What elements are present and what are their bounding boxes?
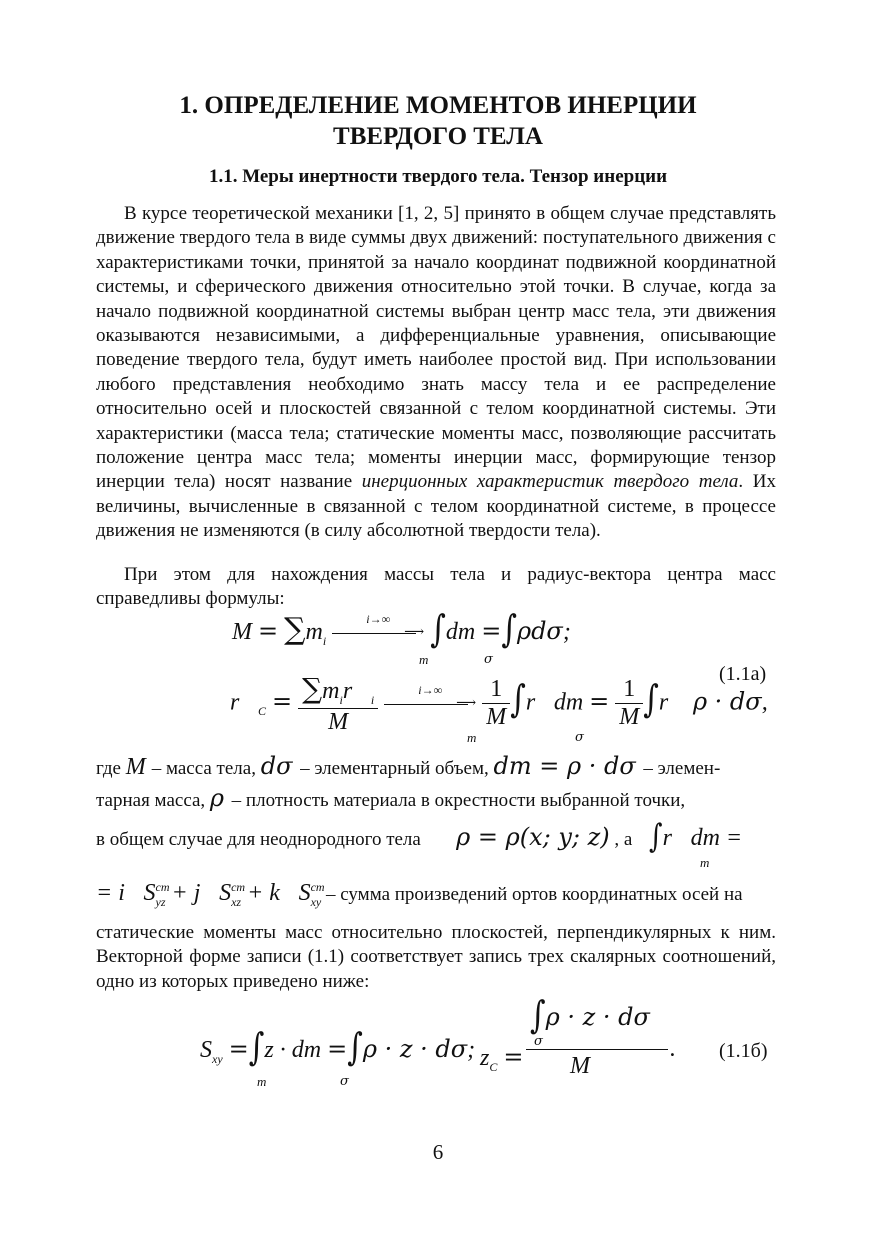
paragraph-1-tail: . Их величины, вычисленные в связанной с телом координатной системе, в процессе движения не изменяются (в силу абсолютной твердости тела). <box>96 471 776 542</box>
document-page: 1. ОПРЕДЕЛЕНИЕ МОМЕНТОВ ИНЕРЦИИ ТВЕРДОГО ТЕЛА 1.1. Меры инертности твердого тела. Тензор инерции В курсе теоретической механики [1, 2, 5] принято в общем случае представлять движение твердого тела в виде суммы двух движений: поступательного движения с характеристиками точки, принятой за начало координат подвижной координатной системы, и сферического движения относительно этой точки. В случае, когда за начало подвижной координатной системы выбран центр масс тела, эти движения оказываются независимыми, а дифференциальные уравнения, описывающие поведение твердого тела, будут иметь наиболее простой вид. При использовании любого представления необходимо знать массу тела и ее распределение относительно осей и плоскостей связанной с телом координатной системы. Эти характеристики (масса тела; статические моменты масс, позволяющие рассчитать положение центра масс тела; моменты инерции масс, формирующие тензор инерции тела) носят название инерционных характеристик твердого тела. Их величины, вычисленные в связанной с телом координатной системе, в процессе движения не изменяются (в силу абсолютной твердости тела). При этом для нахождения массы тела и радиус-вектора центра масс справедливы формулы: $M = \sum m_i$ i→∞ ⟶ ∫dm =∫ρdσ; m σ (1.1а) $r⃗_C$ = $\frac{\sum m_ir⃗_i}{M}$ i→∞ ⟶ $\frac{1}{M}$ ∫r⃗dm = $\frac{1}{M}$ ∫r⃗ ρ · dσ, m σ где M – масса тела, dσ – элементарный объем, dm = ρ · dσ – элемен- тарная масса, ρ – плотность материала в окрестности выбранной точки, в общем случае для неоднородного тела ρ = ρ(x; y; z) , а ∫r⃗dm = m = $i⃗S^{ст}_{yz}$ + $j⃗S^{ст}_{xz}$ + $k⃗S^{ст}_{xy}$ – сумма произведений ортов координатных осей на статические моменты масс относительно плоскостей, перпендикулярных к ним. Векторной форме записи (1.1) соответствует запись трех скалярных соотношений, одно из которых приведено ниже: $S_{xy} =\int z$ · dm =∫ρ · z · dσ; m σ $z_C$ = ∫ρ · z · dσ σ . M (1.1б) 6 <box>0 0 876 1240</box>
paragraph-3-text: статические моменты масс относительно плоскостей, перпендикулярных к ним. Векторной форме записи (1.1) соответствует запись трех скалярных соотношений, одно из которых приведено ниже: <box>96 922 776 992</box>
paragraph-1-text: В курсе теоретической механики [1, 2, 5] принято в общем случае представлять движение твердого тела в виде суммы двух движений: поступательного движения с характеристиками точки, принятой за начало координат подвижной координатной системы, и сферического движения относительно этой точки. В случае, когда за начало подвижной координатной системы выбран центр масс тела, эти движения оказываются независимыми, а дифференциальные уравнения, описывающие поведение твердого тела, будут иметь наиболее простой вид. При использовании любого представления необходимо знать массу тела и ее распределение относительно осей и плоскостей связанной с телом координатной системы. Эти характеристики (масса тела; статические моменты масс, позволяющие рассчитать положение центра масс тела; моменты инерции масс, формирующие тензор инерции тела) носят название <box>96 203 776 493</box>
integral-subscript-m-3: m <box>700 855 710 870</box>
def-element: – элемен- <box>643 758 721 779</box>
chapter-title-line-2: ТВЕРДОГО ТЕЛА <box>333 123 543 150</box>
paragraph-1 <box>96 202 776 544</box>
equation-center-of-mass: $r⃗_C$ = $\frac{\sum m_ir⃗_i}{M}$ i→∞ ⟶ $\frac{1}{M}$ ∫r⃗dm = $\frac{1}{M}$ ∫r⃗ ρ · dσ, <box>230 672 768 735</box>
integral-subscript-m-2: m <box>467 730 477 745</box>
def-general-case: в общем случае для неоднородного тела <box>96 829 421 850</box>
equation-number-1-1a: (1.1а) <box>719 663 767 685</box>
paragraph-2-text: При этом для нахождения массы тела и радиус-вектора центра масс справедливы формулы: <box>96 564 776 610</box>
paragraph-3 <box>96 921 776 994</box>
def-and: , а <box>614 829 633 850</box>
equation-number-1-1b: (1.1б) <box>719 1040 768 1062</box>
def-mass: – масса тела, <box>151 758 256 779</box>
section-title: 1.1. Меры инертности твердого тела. Тензор инерции <box>208 166 668 187</box>
equation-static-moment: $S_{xy} =\int z$ · dm =∫ρ · z · dσ; <box>200 1025 476 1070</box>
integral-subscript-sigma-4: σ <box>340 1074 349 1089</box>
integral-subscript-sigma: σ <box>484 652 493 667</box>
integral-subscript-m: m <box>419 652 429 667</box>
definitions-line-2: тарная масса, ρ – плотность материала в окрестности выбранной точки, <box>96 784 686 812</box>
definitions-line-1: где M – масса тела, dσ – элементарный объем, dm = ρ · dσ – элемен- <box>96 752 721 780</box>
def-volume: – элементарный объем, <box>300 758 489 779</box>
chapter-title-line-1: 1. ОПРЕДЕЛЕНИЕ МОМЕНТОВ ИНЕРЦИИ <box>179 92 697 119</box>
where-prefix: где <box>96 758 121 779</box>
equation-mass: $M = \sum m_i$ i→∞ ⟶ ∫dm =∫ρdσ; <box>232 607 571 652</box>
integral-subscript-m-4: m <box>257 1074 267 1089</box>
paragraph-1-emphasis: инерционных характеристик твердого тела <box>361 471 739 493</box>
definitions-line-4: = $i⃗S^{ст}_{yz}$ + $j⃗S^{ст}_{xz}$ + $k⃗S^{ст}_{xy}$ – сумма произведений ортов координатных осей на <box>96 880 743 909</box>
paragraph-2 <box>96 563 776 612</box>
def-sum-orts: – сумма произведений ортов координатных осей на <box>325 884 743 905</box>
def-density: – плотность материала в окрестности выбранной точки, <box>231 790 686 811</box>
page-number: 6 <box>432 1140 444 1164</box>
integral-subscript-sigma-2: σ <box>575 730 584 745</box>
def-element-mass: тарная масса, <box>96 790 206 811</box>
definitions-line-3: в общем случае для неоднородного тела ρ = ρ(x; y; z) , а ∫r⃗dm = <box>96 818 743 856</box>
